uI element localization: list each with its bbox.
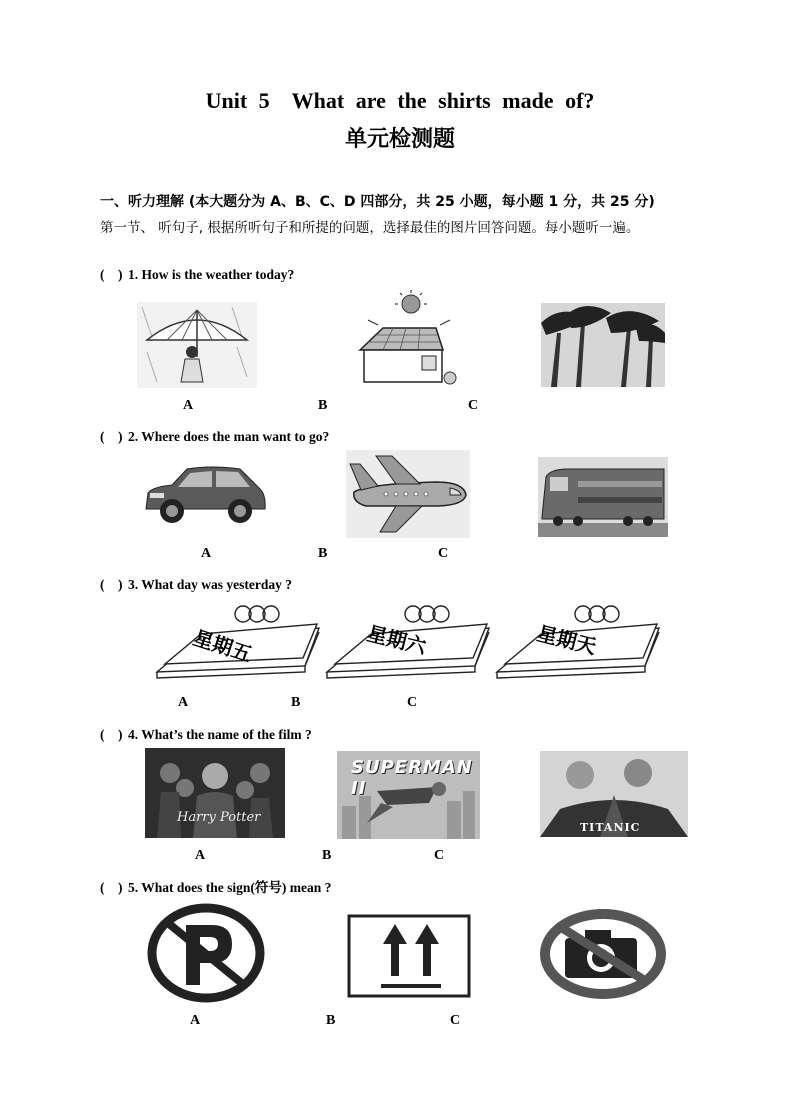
- calendar-friday-image[interactable]: [155, 604, 323, 684]
- titanic-poster[interactable]: [540, 751, 688, 837]
- poster-title: TITANIC: [580, 821, 641, 834]
- option-b-label: B: [291, 695, 301, 710]
- question-4: [100, 723, 312, 743]
- rainy-umbrella-image[interactable]: [137, 302, 257, 388]
- option-c-label: C: [468, 398, 479, 413]
- airplane-image[interactable]: [346, 450, 470, 538]
- answer-blank[interactable]: ( ): [100, 727, 123, 742]
- question-text: 2. Where does the man want to go?: [128, 429, 330, 444]
- question-text: 1. How is the weather today?: [128, 267, 295, 282]
- page-subtitle: 单元检测题: [344, 127, 455, 152]
- train-image[interactable]: [538, 457, 668, 537]
- car-image[interactable]: [142, 463, 268, 527]
- calendar-day-text: 星期天: [534, 621, 599, 659]
- question-text: 5. What does the sign(符号) mean ?: [128, 880, 332, 895]
- option-b-label: B: [318, 398, 328, 413]
- option-b-label: B: [322, 848, 332, 863]
- no-parking-sign-icon[interactable]: [146, 903, 266, 1003]
- page-title: Unit 5 What are the shirts made of?: [205, 88, 595, 113]
- question-text: 3. What day was yesterday ?: [128, 577, 293, 592]
- superman-poster[interactable]: [337, 751, 480, 839]
- question-1: [100, 263, 294, 283]
- answer-blank[interactable]: ( ): [100, 577, 123, 592]
- question-3: [100, 573, 292, 593]
- option-a-label: A: [201, 546, 212, 561]
- harry-potter-poster[interactable]: [145, 748, 285, 838]
- option-c-label: C: [450, 1013, 461, 1028]
- option-c-label: C: [438, 546, 449, 561]
- section-instruction: 第一节、 听句子, 根据所听句子和所提的问题，选择最佳的图片回答问题。每小题听一遍。: [100, 220, 640, 236]
- option-b-label: B: [326, 1013, 336, 1028]
- calendar-saturday-image[interactable]: [325, 604, 493, 684]
- option-a-label: A: [195, 848, 206, 863]
- calendar-day-text: 星期六: [364, 621, 429, 659]
- question-2: [100, 425, 329, 445]
- poster-title: Harry Potter: [177, 810, 261, 825]
- question-5: [100, 876, 331, 896]
- this-side-up-sign-icon[interactable]: [347, 914, 471, 998]
- answer-blank[interactable]: ( ): [100, 880, 123, 895]
- sunny-house-image[interactable]: [338, 290, 460, 387]
- answer-blank[interactable]: ( ): [100, 429, 123, 444]
- no-photography-sign-icon[interactable]: [539, 908, 667, 1000]
- option-c-label: C: [407, 695, 418, 710]
- question-text: 4. What’s the name of the film ?: [128, 727, 312, 742]
- poster-title: SUPERMAN II: [351, 757, 473, 799]
- calendar-day-text: 星期五: [190, 625, 255, 667]
- answer-blank[interactable]: ( ): [100, 267, 123, 282]
- calendar-sunday-image[interactable]: [495, 604, 663, 684]
- option-a-label: A: [178, 695, 189, 710]
- option-c-label: C: [434, 848, 445, 863]
- section-heading: 一、听力理解 (本大题分为 A、B、C、D 四部分，共 25 小题，每小题 1 分，共 25 分): [100, 194, 655, 210]
- windy-palms-image[interactable]: [541, 303, 665, 387]
- option-b-label: B: [318, 546, 328, 561]
- option-a-label: A: [190, 1013, 201, 1028]
- option-a-label: A: [183, 398, 194, 413]
